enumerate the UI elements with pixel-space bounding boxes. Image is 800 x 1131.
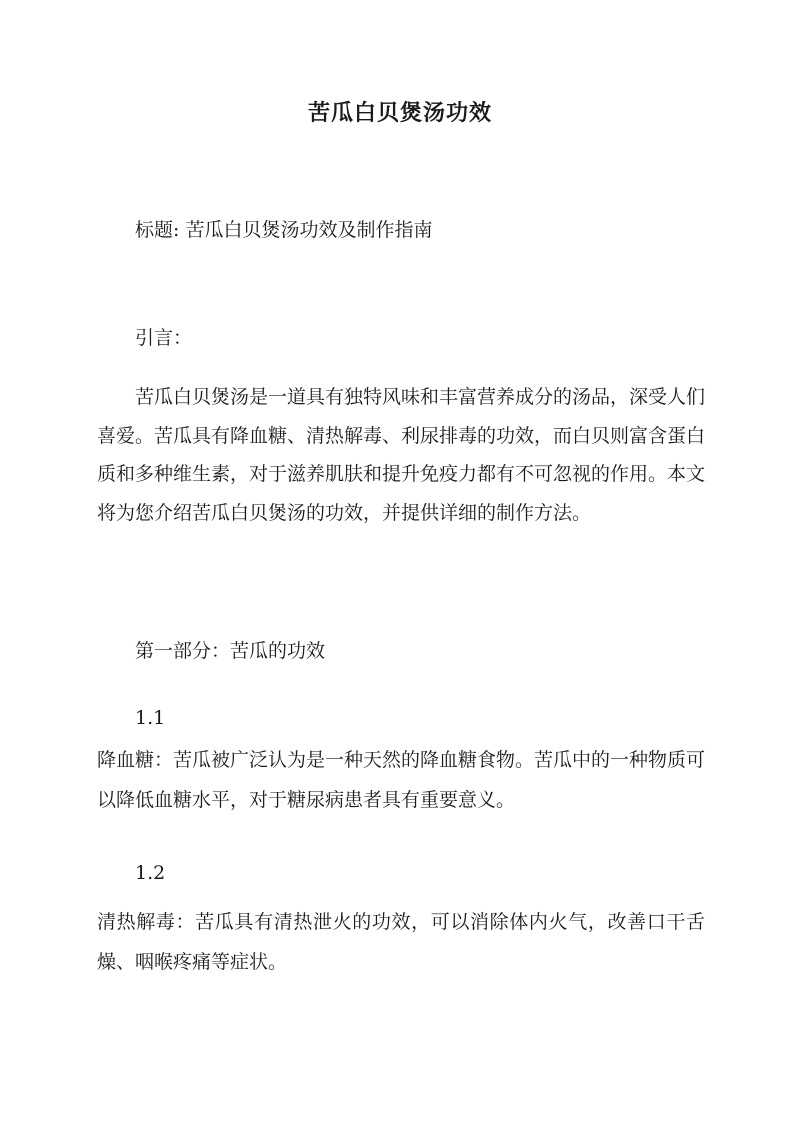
intro-heading: 引言： [135, 327, 193, 349]
document-subtitle-line: 标题: 苦瓜白贝煲汤功效及制作指南 [135, 219, 433, 241]
item-1-2-text: 清热解毒：苦瓜具有清热泄火的功效，可以消除体内火气，改善口干舌燥、咽喉疼痛等症状。 [97, 911, 705, 973]
item-1-2-number: 1.2 [135, 862, 166, 884]
item-1-1-text: 降血糖：苦瓜被广泛认为是一种天然的降血糖食物。苦瓜中的一种物质可以降低血糖水平，对于糖尿病患者具有重要意义。 [97, 749, 706, 811]
intro-paragraph: 苦瓜白贝煲汤是一道具有独特风味和丰富营养成分的汤品，深受人们喜爱。苦瓜具有降血糖、清热解毒、利尿排毒的功效，而白贝则富含蛋白质和多种维生素，对于滋养肌肤和提升免疫力都有不可忽视的作用。本文将为您介绍苦瓜白贝煲汤的功效，并提供详细的制作方法。 [97, 386, 706, 524]
item-1-1-number: 1.1 [135, 707, 166, 729]
document-title: 苦瓜白贝煲汤功效 [307, 100, 492, 126]
section-1-heading: 第一部分：苦瓜的功效 [135, 640, 326, 662]
